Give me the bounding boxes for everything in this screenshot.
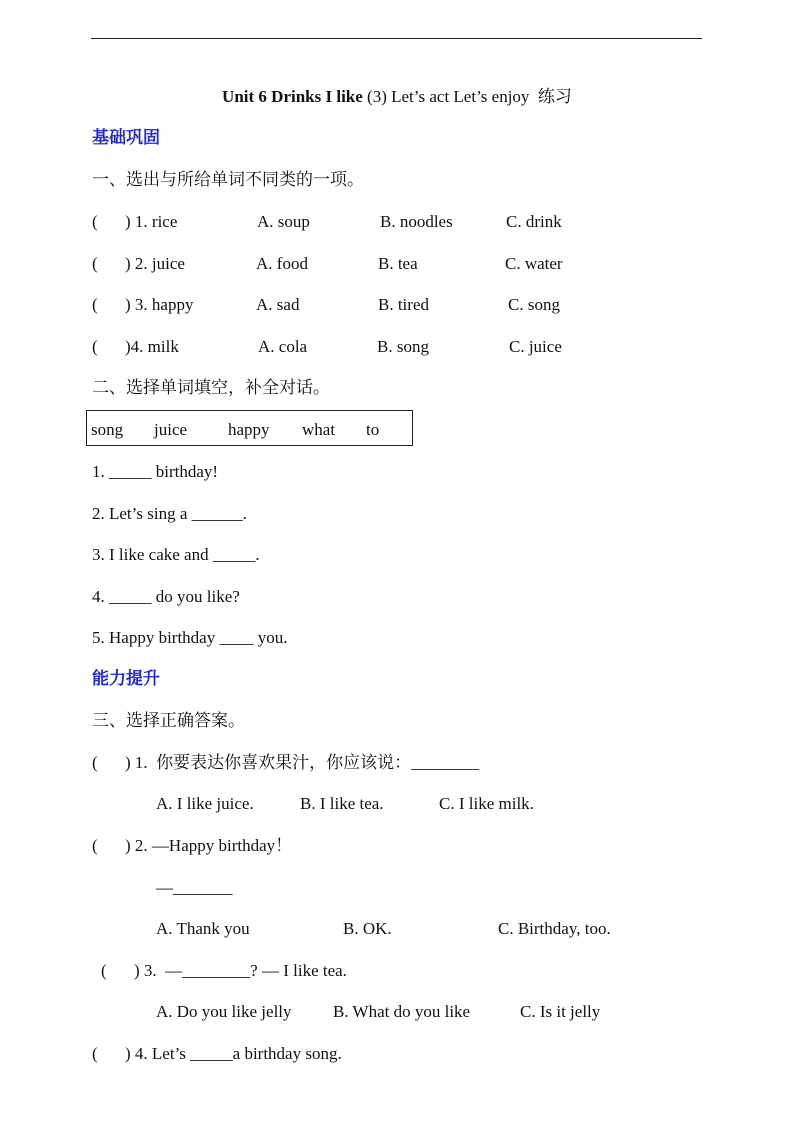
option-c: C. Birthday, too. <box>498 919 611 938</box>
option-c: C. Is it jelly <box>520 1002 601 1021</box>
fill-sentence-1: 1. _____ birthday! <box>92 462 219 481</box>
option-a: A. sad <box>256 295 300 314</box>
option-b: B. tired <box>378 295 429 314</box>
fill-sentence-2: 2. Let’s sing a ______. <box>92 504 247 523</box>
header-rule <box>91 38 702 39</box>
question-word: ) 2. juice <box>125 254 185 273</box>
answer-bracket[interactable]: ( <box>92 295 98 314</box>
word-bank-item: song <box>91 420 124 439</box>
question-text: ) 4. Let’s _____a birthday song. <box>125 1044 342 1063</box>
option-b: B. song <box>377 337 429 356</box>
word-bank-item: to <box>366 420 380 439</box>
question-word: ) 1. rice <box>125 212 178 231</box>
option-b: B. tea <box>378 254 418 273</box>
option-a: A. I like juice. <box>156 794 254 813</box>
answer-bracket[interactable]: ( <box>92 1044 98 1063</box>
part3-heading: 三、选择正确答案。 <box>92 711 245 730</box>
answer-bracket[interactable]: ( <box>92 212 98 231</box>
answer-bracket[interactable]: ( <box>92 337 98 356</box>
option-a: A. soup <box>257 212 310 231</box>
page-title <box>0 87 794 107</box>
option-c: C. I like milk. <box>439 794 534 813</box>
fill-sentence-3: 3. I like cake and _____. <box>92 545 260 564</box>
option-b: B. I like tea. <box>300 794 384 813</box>
answer-bracket[interactable]: ( <box>92 254 98 273</box>
option-b: B. What do you like <box>333 1002 471 1021</box>
word-bank-item: juice <box>154 420 188 439</box>
option-a: A. Thank you <box>156 919 250 938</box>
section-heading-basic: 基础巩固 <box>92 128 160 147</box>
part1-heading: 一、选出与所给单词不同类的一项。 <box>92 170 364 189</box>
answer-bracket[interactable]: ( <box>92 836 98 855</box>
section-heading-advanced: 能力提升 <box>92 669 160 688</box>
option-c: C. drink <box>506 212 562 231</box>
question-text: ) 2. —Happy birthday！ <box>125 836 293 855</box>
option-b: B. OK. <box>343 919 392 938</box>
question-word: ) 3. happy <box>125 295 194 314</box>
word-bank-item: what <box>302 420 336 439</box>
reply-blank: —_______ <box>156 878 233 897</box>
answer-bracket[interactable]: ( <box>101 961 107 980</box>
option-a: A. Do you like jelly <box>156 1002 292 1021</box>
title-bold: Unit 6 Drinks I like <box>222 87 363 106</box>
word-bank-box <box>86 410 413 446</box>
title-rest: (3) Let’s act Let’s enjoy 练习 <box>362 87 572 106</box>
option-a: A. cola <box>258 337 308 356</box>
fill-sentence-4: 4. _____ do you like? <box>92 587 240 606</box>
word-bank-item: happy <box>228 420 270 439</box>
option-c: C. song <box>508 295 560 314</box>
answer-bracket[interactable]: ( <box>92 753 98 772</box>
option-a: A. food <box>256 254 308 273</box>
question-text: ) 3. —________? — I like tea. <box>134 961 347 980</box>
part2-heading: 二、选择单词填空，补全对话。 <box>92 378 330 397</box>
option-c: C. juice <box>509 337 562 356</box>
fill-sentence-5: 5. Happy birthday ____ you. <box>92 628 288 647</box>
option-b: B. noodles <box>380 212 453 231</box>
question-word: )4. milk <box>125 337 179 356</box>
option-c: C. water <box>505 254 563 273</box>
question-text: ) 1. 你要表达你喜欢果汁，你应该说：________ <box>125 753 480 772</box>
